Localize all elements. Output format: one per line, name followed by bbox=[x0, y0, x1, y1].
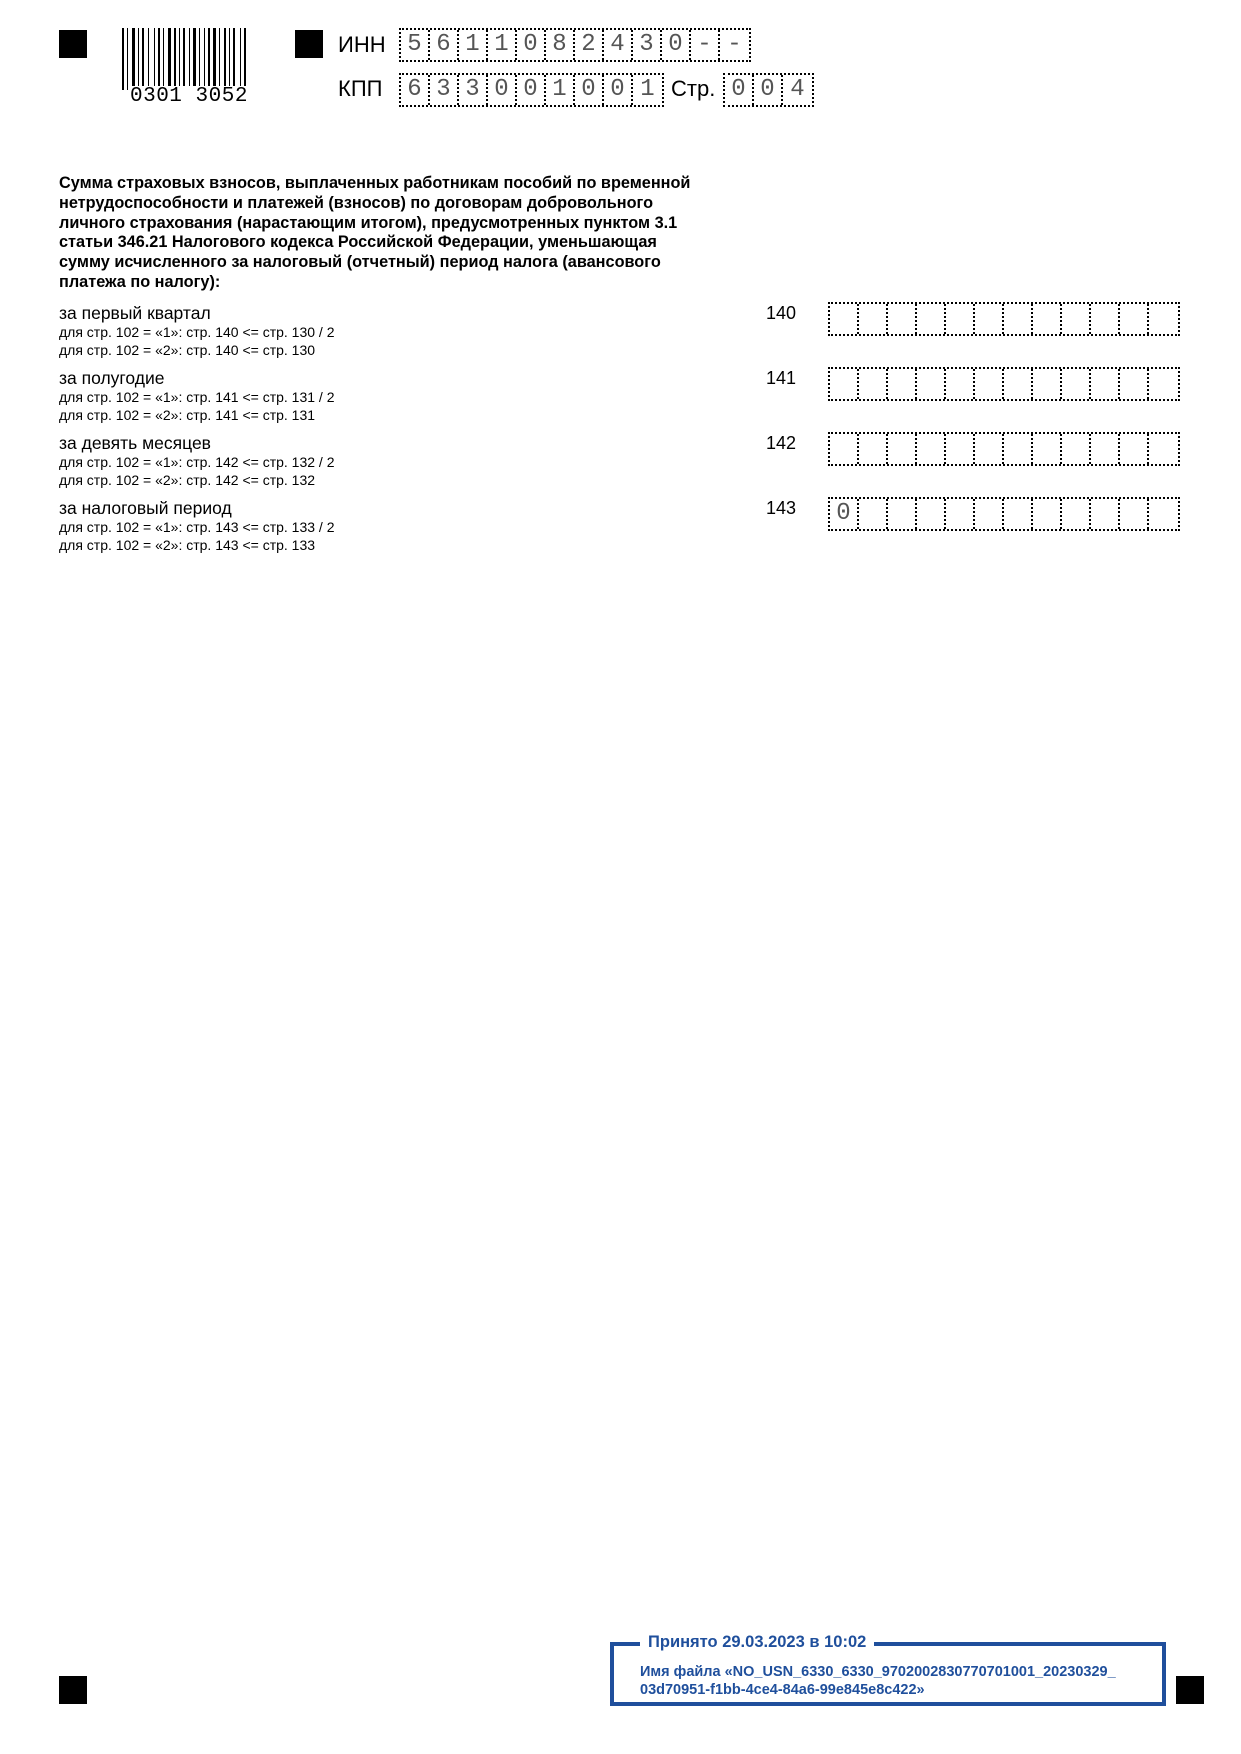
inn-cell[interactable]: - bbox=[691, 30, 720, 60]
field-140-cell[interactable] bbox=[859, 304, 888, 334]
field-143-cell[interactable] bbox=[946, 499, 975, 529]
row-code-142: 142 bbox=[766, 433, 797, 453]
field-140-cell[interactable] bbox=[1091, 304, 1120, 334]
field-142-cell[interactable] bbox=[1033, 434, 1062, 464]
field-141-cell[interactable] bbox=[975, 369, 1004, 399]
row-note-142-2: для стр. 102 = «2»: стр. 142 <= стр. 132 bbox=[59, 472, 316, 488]
field-140[interactable] bbox=[828, 302, 1180, 336]
inn-cell[interactable]: 3 bbox=[633, 30, 662, 60]
field-140-cell[interactable] bbox=[975, 304, 1004, 334]
row-code-143: 143 bbox=[766, 498, 797, 518]
field-140-cell[interactable] bbox=[830, 304, 859, 334]
field-141-cell[interactable] bbox=[1120, 369, 1149, 399]
barcode-number: 0301 3052 bbox=[130, 85, 248, 108]
field-142-cell[interactable] bbox=[1120, 434, 1149, 464]
field-143-cell[interactable] bbox=[1149, 499, 1178, 529]
field-142-cell[interactable] bbox=[1062, 434, 1091, 464]
kpp-label: КПП bbox=[338, 76, 383, 101]
inn-field[interactable] bbox=[399, 28, 751, 62]
field-143-cell[interactable] bbox=[917, 499, 946, 529]
kpp-cell[interactable]: 0 bbox=[517, 75, 546, 105]
kpp-cell[interactable]: 1 bbox=[546, 75, 575, 105]
field-142-cell[interactable] bbox=[917, 434, 946, 464]
row-title-142: за девять месяцев bbox=[59, 433, 211, 453]
row-note-140-2: для стр. 102 = «2»: стр. 140 <= стр. 130 bbox=[59, 342, 316, 358]
field-143-cell[interactable]: 0 bbox=[830, 499, 859, 529]
field-141-cell[interactable] bbox=[830, 369, 859, 399]
inn-label: ИНН bbox=[338, 32, 386, 57]
field-143-cell[interactable] bbox=[888, 499, 917, 529]
corner-marker-top-left bbox=[59, 30, 87, 58]
row-code-140: 140 bbox=[766, 303, 797, 323]
page-cell[interactable]: 0 bbox=[725, 75, 754, 105]
inn-cell[interactable]: 1 bbox=[488, 30, 517, 60]
field-142-cell[interactable] bbox=[830, 434, 859, 464]
field-143-cell[interactable] bbox=[975, 499, 1004, 529]
field-141-cell[interactable] bbox=[1091, 369, 1120, 399]
field-142-cell[interactable] bbox=[1004, 434, 1033, 464]
kpp-cell[interactable]: 3 bbox=[430, 75, 459, 105]
field-140-cell[interactable] bbox=[1120, 304, 1149, 334]
field-141-cell[interactable] bbox=[946, 369, 975, 399]
barcode bbox=[120, 28, 260, 110]
kpp-field[interactable] bbox=[399, 73, 664, 107]
inn-cell[interactable]: 5 bbox=[401, 30, 430, 60]
barcode-bars bbox=[120, 28, 260, 90]
field-143-cell[interactable] bbox=[1062, 499, 1091, 529]
field-142-cell[interactable] bbox=[975, 434, 1004, 464]
row-note-143-1: для стр. 102 = «1»: стр. 143 <= стр. 133 / 2 bbox=[59, 519, 335, 535]
inn-cell[interactable]: 8 bbox=[546, 30, 575, 60]
stamp-title: Принято 29.03.2023 в 10:02 bbox=[640, 1632, 874, 1652]
row-code-141: 141 bbox=[766, 368, 797, 388]
field-140-cell[interactable] bbox=[1062, 304, 1091, 334]
row-note-142-1: для стр. 102 = «1»: стр. 142 <= стр. 132 / 2 bbox=[59, 454, 335, 470]
page-label: Стр. bbox=[671, 76, 716, 101]
inn-cell[interactable]: 2 bbox=[575, 30, 604, 60]
field-141-cell[interactable] bbox=[1004, 369, 1033, 399]
field-142-cell[interactable] bbox=[888, 434, 917, 464]
field-142[interactable] bbox=[828, 432, 1180, 466]
corner-marker-top-mid bbox=[295, 30, 323, 58]
field-140-cell[interactable] bbox=[1033, 304, 1062, 334]
row-title-143: за налоговый период bbox=[59, 498, 232, 518]
page-number-field[interactable] bbox=[723, 73, 814, 107]
field-143-cell[interactable] bbox=[1004, 499, 1033, 529]
inn-cell[interactable]: 1 bbox=[459, 30, 488, 60]
field-140-cell[interactable] bbox=[888, 304, 917, 334]
field-142-cell[interactable] bbox=[1091, 434, 1120, 464]
row-note-143-2: для стр. 102 = «2»: стр. 143 <= стр. 133 bbox=[59, 537, 316, 553]
row-title-141: за полугодие bbox=[59, 368, 165, 388]
row-note-140-1: для стр. 102 = «1»: стр. 140 <= стр. 130 / 2 bbox=[59, 324, 335, 340]
field-142-cell[interactable] bbox=[946, 434, 975, 464]
inn-cell[interactable]: 6 bbox=[430, 30, 459, 60]
field-141[interactable] bbox=[828, 367, 1180, 401]
field-142-cell[interactable] bbox=[1149, 434, 1178, 464]
corner-marker-bottom-right bbox=[1176, 1676, 1204, 1704]
kpp-cell[interactable]: 0 bbox=[575, 75, 604, 105]
section-intro-text: Сумма страховых взносов, выплаченных работникам пособий по временной нетрудоспособности и платежей (взносов) по договорам добровольного личного страхования (нарастающим итогом), предусмотренных пунктом 3.1 статьи 346.21 Налогового кодекса Российской Федерации, уменьшающая сумму исчисленного за налоговый (отчетный) период налога (авансового платежа по налогу): bbox=[59, 174, 691, 291]
corner-marker-bottom-left bbox=[59, 1676, 87, 1704]
field-141-cell[interactable] bbox=[1062, 369, 1091, 399]
inn-cell[interactable]: 4 bbox=[604, 30, 633, 60]
kpp-cell[interactable]: 1 bbox=[640, 76, 655, 103]
field-142-cell[interactable] bbox=[859, 434, 888, 464]
field-143[interactable] bbox=[828, 497, 1180, 531]
field-143-cell[interactable] bbox=[1120, 499, 1149, 529]
field-141-cell[interactable] bbox=[917, 369, 946, 399]
field-140-cell[interactable] bbox=[917, 304, 946, 334]
field-141-cell[interactable] bbox=[1033, 369, 1062, 399]
stamp-filename-line-1: Имя файла «NO_USN_6330_6330_9702002830770701001_20230329_ bbox=[640, 1664, 1116, 1680]
field-143-cell[interactable] bbox=[1033, 499, 1062, 529]
field-143-cell[interactable] bbox=[859, 499, 888, 529]
inn-cell[interactable]: - bbox=[727, 31, 742, 58]
page-cell[interactable]: 0 bbox=[754, 75, 783, 105]
inn-cell[interactable]: 0 bbox=[517, 30, 546, 60]
page-cell[interactable]: 4 bbox=[790, 76, 805, 103]
field-141-cell[interactable] bbox=[888, 369, 917, 399]
inn-cell[interactable]: 0 bbox=[662, 30, 691, 60]
kpp-cell[interactable]: 3 bbox=[459, 75, 488, 105]
row-note-141-1: для стр. 102 = «1»: стр. 141 <= стр. 131 / 2 bbox=[59, 389, 335, 405]
field-140-cell[interactable] bbox=[1004, 304, 1033, 334]
field-141-cell[interactable] bbox=[1149, 369, 1178, 399]
stamp-filename-line-2: 03d70951-f1bb-4ce4-84a6-99e845e8c422» bbox=[640, 1682, 925, 1698]
kpp-cell[interactable]: 0 bbox=[604, 75, 633, 105]
kpp-cell[interactable]: 6 bbox=[401, 75, 430, 105]
field-140-cell[interactable] bbox=[946, 304, 975, 334]
row-note-141-2: для стр. 102 = «2»: стр. 141 <= стр. 131 bbox=[59, 407, 316, 423]
row-title-140: за первый квартал bbox=[59, 303, 211, 323]
field-143-cell[interactable] bbox=[1091, 499, 1120, 529]
kpp-cell[interactable]: 0 bbox=[488, 75, 517, 105]
field-141-cell[interactable] bbox=[859, 369, 888, 399]
field-140-cell[interactable] bbox=[1149, 304, 1178, 334]
